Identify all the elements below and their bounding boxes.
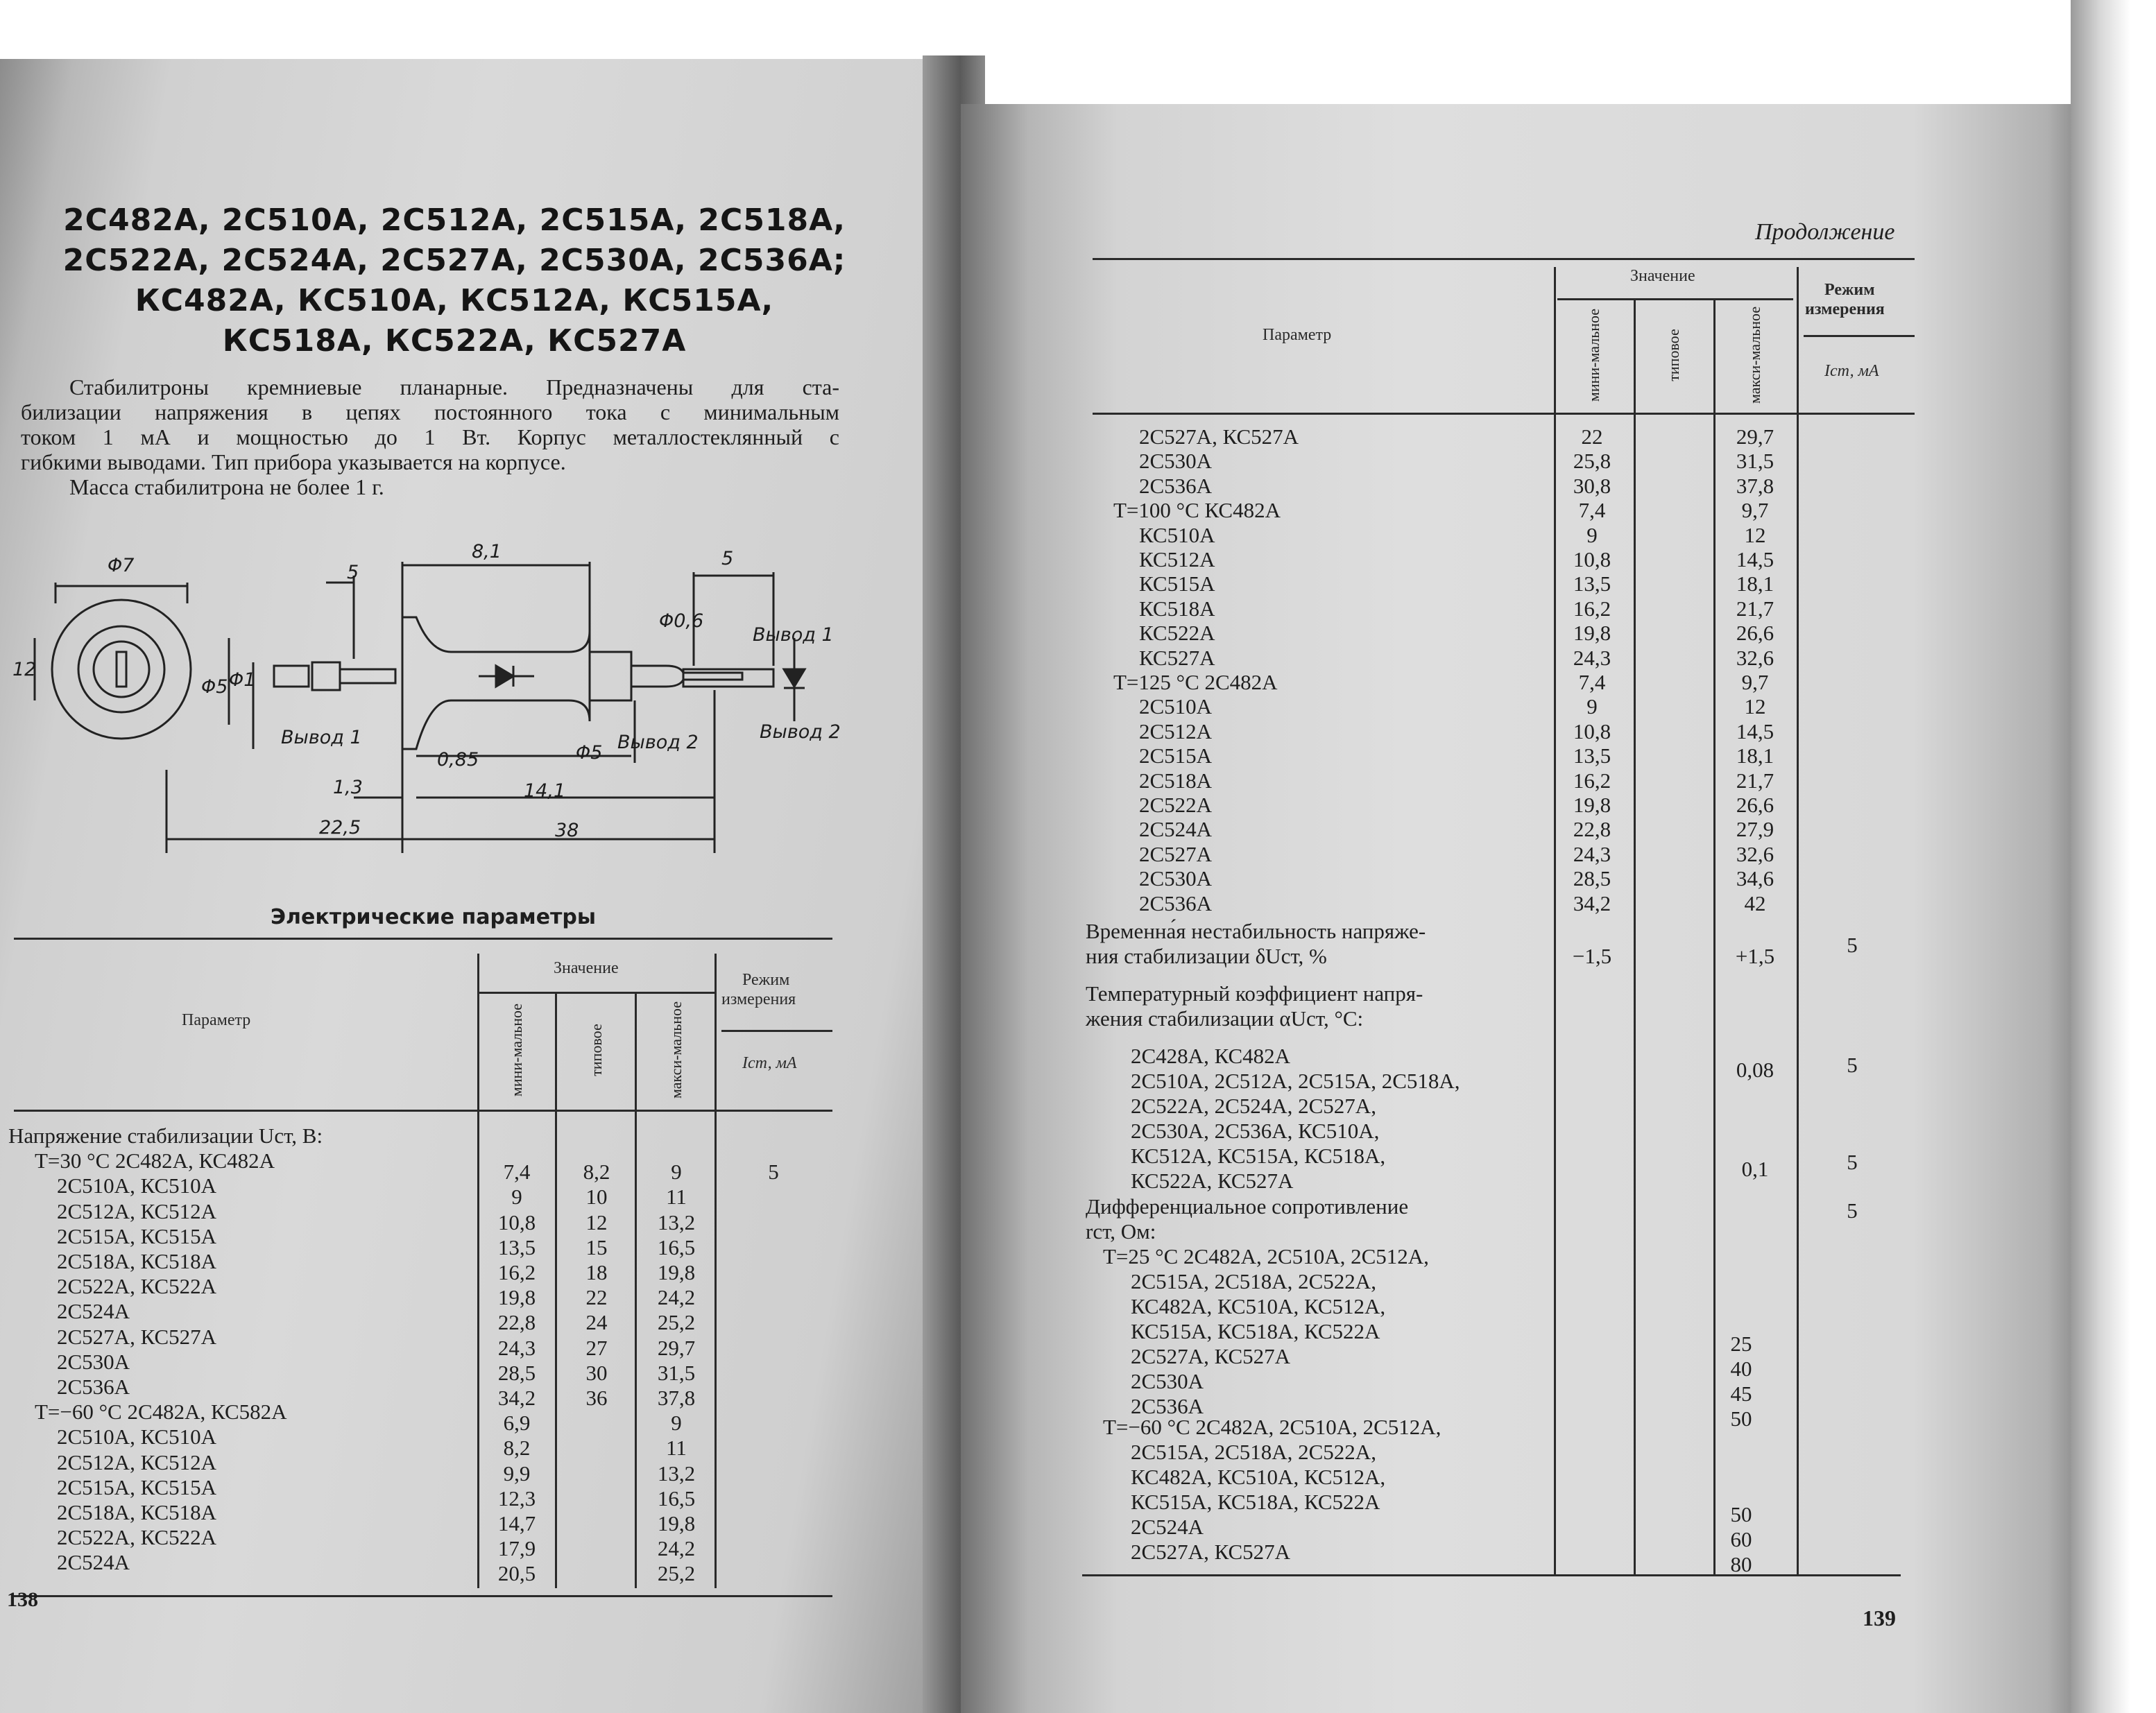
diffres-line-1: Дифференциальное сопротивление	[1086, 1194, 1409, 1219]
diffres-tm60-1: T=−60 °С 2С482А, 2С510А, 2С512А,	[1103, 1415, 1441, 1439]
section-title: Электрические параметры	[271, 905, 597, 929]
right-row-max: 21,7	[1736, 596, 1774, 621]
left-row-min: 28,5	[497, 1361, 536, 1385]
label-vyvod2-mid: Вывод 2	[617, 732, 699, 753]
right-row-name: КС510А	[1139, 523, 1215, 547]
left-row-name: Напряжение стабилизации Uст, В:	[8, 1124, 323, 1148]
right-row-name: T=125 °С 2С482А	[1113, 670, 1278, 694]
right-row-min: 10,8	[1573, 719, 1611, 743]
label-vyvod1-right: Вывод 1	[753, 624, 834, 646]
title-line-4: КС518А, КС522А, КС527А	[222, 323, 687, 359]
left-row-name: 2С518А, КС518А	[57, 1249, 217, 1273]
left-row-max: 13,2	[657, 1210, 696, 1234]
left-row-max: 16,5	[657, 1235, 696, 1259]
rheader-mode-unit: Iст, мА	[1824, 362, 1879, 380]
rheader-min: мини-мальное	[1585, 308, 1602, 402]
tempcoef-group2-2: 2С522А, 2С524А, 2С527А,	[1131, 1094, 1376, 1118]
left-row-name: 2С522А, КС522А	[57, 1525, 217, 1549]
right-row-name: КС527А	[1139, 646, 1215, 670]
right-row-min: 7,4	[1578, 498, 1606, 522]
diffres-t25-row-3: 2С536А	[1131, 1394, 1204, 1418]
right-row-name: T=100 °С КС482А	[1113, 498, 1281, 522]
right-row-max: 32,6	[1736, 646, 1774, 670]
left-row-min: 9,9	[503, 1461, 531, 1486]
title-line-3: КС482А, КС510А, КС512А, КС515А,	[135, 283, 774, 318]
right-row-max: 29,7	[1736, 424, 1774, 449]
left-row-typ: 10	[585, 1185, 608, 1209]
diffres-mode: 5	[1847, 1198, 1858, 1223]
rmode-header-rule	[1804, 335, 1915, 337]
left-row-max: 13,2	[657, 1461, 696, 1486]
header-value: Значение	[554, 959, 619, 977]
table-top-rule	[14, 938, 832, 940]
left-row-max: 29,7	[657, 1336, 696, 1360]
tempcoef-val1: 0,08	[1736, 1058, 1774, 1082]
header-param: Параметр	[182, 1011, 251, 1029]
tempcoef-group2-3: 2С530А, 2С536А, КС510А,	[1131, 1119, 1380, 1143]
left-row-max: 24,2	[657, 1536, 696, 1560]
header-max: макси-мальное	[667, 1001, 685, 1099]
diffres-tm60-val-1: 50	[1730, 1502, 1752, 1526]
right-row-min: 10,8	[1573, 547, 1611, 571]
left-row-max: 24,2	[657, 1285, 696, 1309]
right-row-name: КС512А	[1139, 547, 1215, 571]
left-row-min: 14,7	[497, 1511, 536, 1535]
left-row-min: 24,3	[497, 1336, 536, 1360]
diffres-tm60-3: КС482А, КС510А, КС512А,	[1131, 1465, 1386, 1489]
left-row-min: 34,2	[497, 1386, 536, 1410]
diffres-t25-val-3: 45	[1730, 1381, 1752, 1406]
page-number-left: 138	[7, 1588, 38, 1611]
left-row-name: T=30 °С 2С482А, КС482А	[35, 1148, 275, 1173]
header-min: мини-мальное	[508, 1003, 525, 1097]
dim-len5-left: 5	[347, 562, 359, 583]
rtable-header-rule	[1093, 413, 1915, 415]
dim-len5-right: 5	[721, 548, 734, 569]
right-row-name: КС515А	[1139, 571, 1215, 596]
right-row-max: 14,5	[1736, 719, 1774, 743]
diffres-t25-2: 2С515А, 2С518А, 2С522А,	[1131, 1269, 1376, 1293]
right-row-name: 2С522А	[1139, 793, 1213, 817]
tempcoef-mode1: 5	[1847, 1053, 1858, 1077]
right-row-max: 42	[1744, 891, 1766, 915]
diffres-line-2: rст, Ом:	[1086, 1219, 1156, 1243]
diffres-t25-3: КС482А, КС510А, КС512А,	[1131, 1294, 1386, 1318]
rheader-value: Значение	[1630, 267, 1695, 285]
right-row-name: 2С536А	[1139, 891, 1213, 915]
right-row-min: 16,2	[1573, 596, 1611, 621]
left-row-min: 13,5	[497, 1235, 536, 1259]
right-row-min: 30,8	[1573, 474, 1611, 498]
left-row-typ: 36	[585, 1386, 608, 1410]
left-row-min: 8,2	[503, 1436, 531, 1460]
rheader-mode-2: измерения	[1805, 300, 1885, 318]
header-typ: типовое	[588, 1024, 605, 1076]
left-row-name: 2С530А	[57, 1350, 130, 1374]
diffres-t25-1: T=25 °С 2С482А, 2С510А, 2С512А,	[1103, 1244, 1429, 1268]
right-row-min: 9	[1586, 523, 1598, 547]
continuation-label: Продолжение	[1755, 219, 1895, 245]
right-row-max: 21,7	[1736, 768, 1774, 793]
right-row-min: 13,5	[1573, 571, 1611, 596]
left-row-min: 12,3	[497, 1486, 536, 1510]
right-row-min: 13,5	[1573, 743, 1611, 768]
rtable-top-rule	[1093, 258, 1915, 260]
left-row-typ: 30	[585, 1361, 608, 1385]
mode-header-rule	[721, 1030, 832, 1032]
left-row-max: 9	[671, 1160, 682, 1184]
header-mode-1: Режим	[742, 971, 790, 989]
dim-len8-1: 8,1	[472, 541, 502, 562]
left-row-name: 2С510А, КС510А	[57, 1173, 217, 1198]
tempcoef-group1: 2С428А, КС482А	[1131, 1044, 1291, 1068]
left-row-min: 20,5	[497, 1561, 536, 1585]
right-row-name: 2С515А	[1139, 743, 1213, 768]
right-row-name: 2С512А	[1139, 719, 1213, 743]
left-row-typ: 22	[585, 1285, 608, 1309]
left-row-name: 2С536А	[57, 1375, 130, 1399]
right-row-max: 18,1	[1736, 743, 1774, 768]
left-row-min: 16,2	[497, 1260, 536, 1284]
dim-len1-3: 1,3	[333, 777, 363, 798]
left-row-max: 11	[666, 1436, 687, 1460]
tempcoef-line-2: жения стабилизации αUст, °С:	[1086, 1006, 1364, 1031]
diode-outline-drawing	[28, 541, 846, 867]
left-row-min: 9	[511, 1185, 522, 1209]
dim-len38: 38	[555, 820, 579, 841]
description-line-4: гибкими выводами. Тип прибора указывается на корпусе.	[21, 449, 566, 474]
left-row-name: 2С510А, КС510А	[57, 1424, 217, 1449]
dim-d1: Φ1	[229, 669, 256, 691]
diffres-t25-4: КС515А, КС518А, КС522А	[1131, 1319, 1380, 1343]
diffres-tm60-2: 2С515А, 2С518А, 2С522А,	[1131, 1440, 1376, 1464]
right-row-name: 2С536А	[1139, 474, 1213, 498]
right-row-max: 12	[1744, 523, 1766, 547]
header-mode-2: измерения	[721, 990, 796, 1008]
table-header-rule	[14, 1110, 832, 1112]
rheader-typ: типовое	[1665, 329, 1682, 381]
dim-d5-left: Φ5	[201, 676, 228, 698]
right-row-min: 25,8	[1573, 449, 1611, 473]
title-line-1: 2С482А, 2С510А, 2С512А, 2С515А, 2С518А,	[63, 203, 846, 238]
right-row-max: 27,9	[1736, 817, 1774, 841]
right-row-max: 32,6	[1736, 842, 1774, 866]
dim-d5-mid: Φ5	[576, 742, 603, 764]
dim-d0-6: Φ0,6	[659, 610, 704, 632]
diffres-tm60-4: КС515А, КС518А, КС522А	[1131, 1490, 1380, 1514]
description-line-5: Масса стабилитрона не более 1 г.	[69, 474, 384, 499]
right-row-name: КС518А	[1139, 596, 1215, 621]
description-line-1: Стабилитроны кремниевые планарные. Предназначены для ста-	[69, 375, 839, 399]
dim-d12: 12	[12, 659, 37, 680]
instability-line-2: ния стабилизации δUст, %	[1086, 944, 1327, 968]
dim-len14-1: 14,1	[524, 780, 566, 802]
right-row-max: 26,6	[1736, 621, 1774, 645]
left-row-name: 2С512А, КС512А	[57, 1450, 217, 1474]
left-row-mode: 5	[768, 1160, 779, 1184]
tempcoef-val2: 0,1	[1741, 1157, 1769, 1181]
rtable-bottom-rule	[1082, 1574, 1901, 1576]
description-line-2: билизации напряжения в цепях постоянного тока с минимальным	[21, 399, 839, 424]
right-row-max: 26,6	[1736, 793, 1774, 817]
right-row-name: 2С527А, КС527А	[1139, 424, 1299, 449]
left-row-max: 9	[671, 1411, 682, 1435]
left-row-typ: 24	[585, 1310, 608, 1334]
right-row-name: 2С527А	[1139, 842, 1213, 866]
rcol-rule-4	[1797, 267, 1799, 1574]
diffres-tm60-row-1: 2С524А	[1131, 1515, 1204, 1539]
dim-len0-85: 0,85	[437, 749, 479, 771]
right-page	[961, 104, 2081, 1713]
right-row-name: КС522А	[1139, 621, 1215, 645]
title-line-2: 2С522А, 2С524А, 2С527А, 2С530А, 2С536А;	[62, 243, 846, 278]
description-line-3: током 1 мА и мощностью до 1 Вт. Корпус металлостеклянный с	[21, 424, 839, 449]
tempcoef-group2-1: 2С510А, 2С512А, 2С515А, 2С518А,	[1131, 1069, 1460, 1093]
left-row-max: 25,2	[657, 1310, 696, 1334]
instability-min: −1,5	[1572, 944, 1612, 968]
left-row-name: T=−60 °С 2С482А, КС582А	[35, 1400, 287, 1424]
label-vyvod2-right: Вывод 2	[760, 721, 841, 743]
left-row-max: 11	[666, 1185, 687, 1209]
left-row-typ: 18	[585, 1260, 608, 1284]
left-row-min: 6,9	[503, 1411, 531, 1435]
col-rule-1	[477, 954, 479, 1588]
right-row-max: 18,1	[1736, 571, 1774, 596]
tempcoef-mode2: 5	[1847, 1150, 1858, 1174]
left-row-typ: 27	[585, 1336, 608, 1360]
rvalue-header-rule	[1557, 298, 1793, 300]
instability-mode: 5	[1847, 933, 1858, 957]
col-rule-4	[715, 954, 717, 1588]
diffres-tm60-val-3: 80	[1730, 1552, 1752, 1576]
rcol-rule-1	[1554, 267, 1556, 1574]
right-row-max: 9,7	[1741, 498, 1769, 522]
left-row-min: 7,4	[503, 1160, 531, 1184]
rcol-rule-2	[1634, 298, 1636, 1574]
right-row-name: 2С524А	[1139, 817, 1213, 841]
diffres-t25-val-2: 40	[1730, 1357, 1752, 1381]
instability-line-1: Временна́я нестабильность напряже-	[1086, 919, 1426, 943]
left-row-typ: 12	[585, 1210, 608, 1234]
right-row-name: 2С530А	[1139, 449, 1213, 473]
left-row-max: 37,8	[657, 1386, 696, 1410]
left-row-min: 19,8	[497, 1285, 536, 1309]
col-rule-3	[635, 992, 637, 1588]
right-row-max: 12	[1744, 694, 1766, 718]
tempcoef-group2-4: КС512А, КС515А, КС518А,	[1131, 1144, 1386, 1168]
rheader-param: Параметр	[1263, 326, 1332, 344]
right-row-min: 28,5	[1573, 866, 1611, 890]
header-mode-unit: Iст, мА	[742, 1054, 797, 1072]
left-row-max: 16,5	[657, 1486, 696, 1510]
dim-d7: Φ7	[108, 555, 135, 576]
right-row-max: 9,7	[1741, 670, 1769, 694]
page-edge	[2071, 0, 2156, 1713]
right-row-min: 7,4	[1578, 670, 1606, 694]
right-row-min: 24,3	[1573, 646, 1611, 670]
right-row-min: 22,8	[1573, 817, 1611, 841]
diffres-t25-row-2: 2С530А	[1131, 1369, 1204, 1393]
tempcoef-group2-5: КС522А, КС527А	[1131, 1169, 1294, 1193]
diffres-t25-row-1: 2С527А, КС527А	[1131, 1344, 1291, 1368]
col-rule-2	[555, 992, 557, 1588]
diffres-t25-val-1: 25	[1730, 1332, 1752, 1356]
right-row-min: 19,8	[1573, 621, 1611, 645]
left-row-max: 19,8	[657, 1260, 696, 1284]
right-row-max: 37,8	[1736, 474, 1774, 498]
left-row-name: 2С524А	[57, 1550, 130, 1574]
tempcoef-line-1: Температурный коэффициент напря-	[1086, 981, 1423, 1006]
left-row-name: 2С527А, КС527А	[57, 1325, 217, 1349]
rheader-mode-1: Режим	[1824, 281, 1875, 299]
diffres-tm60-val-2: 60	[1730, 1527, 1752, 1551]
right-row-name: 2С518А	[1139, 768, 1213, 793]
left-row-max: 25,2	[657, 1561, 696, 1585]
left-row-name: 2С518А, КС518А	[57, 1500, 217, 1524]
right-row-max: 34,6	[1736, 866, 1774, 890]
right-row-name: 2С530А	[1139, 866, 1213, 890]
rheader-max: макси-мальное	[1746, 306, 1763, 404]
diffres-tm60-row-2: 2С527А, КС527А	[1131, 1540, 1291, 1564]
right-row-name: 2С510А	[1139, 694, 1213, 718]
left-row-min: 22,8	[497, 1310, 536, 1334]
value-header-rule	[479, 992, 715, 994]
diffres-t25-val-4: 50	[1730, 1406, 1752, 1431]
table-bottom-rule	[14, 1595, 832, 1597]
right-row-max: 14,5	[1736, 547, 1774, 571]
left-row-name: 2С515А, КС515А	[57, 1224, 217, 1248]
left-row-name: 2С512А, КС512А	[57, 1199, 217, 1223]
right-row-min: 22	[1581, 424, 1603, 449]
left-row-min: 17,9	[497, 1536, 536, 1560]
left-row-max: 31,5	[657, 1361, 696, 1385]
right-row-min: 24,3	[1573, 842, 1611, 866]
page-number-right: 139	[1863, 1606, 1896, 1630]
left-row-typ: 15	[585, 1235, 608, 1259]
left-row-name: 2С524А	[57, 1299, 130, 1323]
right-row-min: 19,8	[1573, 793, 1611, 817]
right-row-max: 31,5	[1736, 449, 1774, 473]
instability-max: +1,5	[1735, 944, 1775, 968]
right-row-min: 9	[1586, 694, 1598, 718]
right-row-min: 16,2	[1573, 768, 1611, 793]
left-row-min: 10,8	[497, 1210, 536, 1234]
left-row-name: 2С515А, КС515А	[57, 1475, 217, 1499]
label-vyvod1-left: Вывод 1	[281, 727, 362, 748]
dim-len22-5: 22,5	[319, 817, 361, 838]
left-row-name: 2С522А, КС522А	[57, 1274, 217, 1298]
left-row-max: 19,8	[657, 1511, 696, 1535]
left-row-typ: 8,2	[583, 1160, 610, 1184]
right-row-min: 34,2	[1573, 891, 1611, 915]
